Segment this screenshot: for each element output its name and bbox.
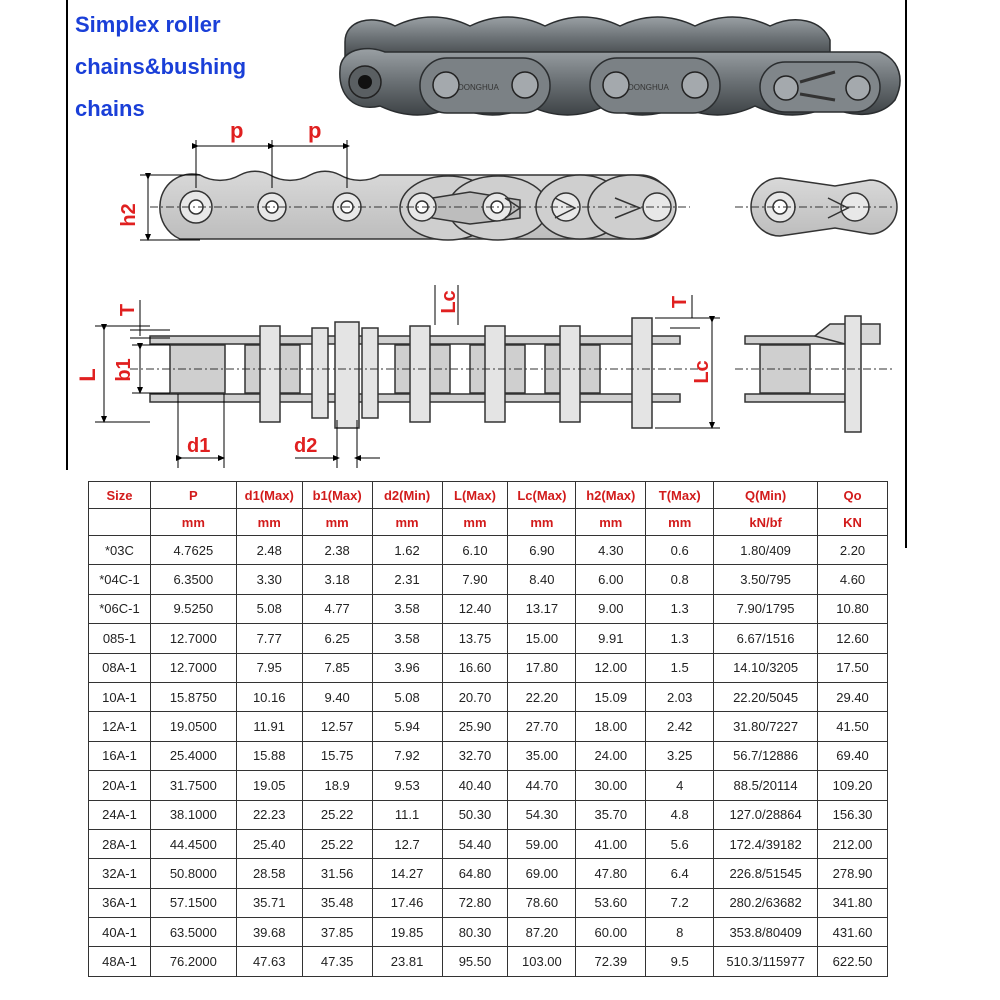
table-cell: 1.3 [646,594,714,623]
table-cell: 156.30 [818,800,888,829]
table-cell: 3.25 [646,741,714,770]
table-cell: 12.7 [372,829,442,858]
table-cell: 510.3/115977 [714,947,818,976]
dim-label-p1: p [230,118,244,143]
spec-table-body [89,482,888,977]
table-cell: 22.23 [236,800,302,829]
table-cell: 87.20 [508,918,576,947]
chain-top-view [130,318,700,428]
table-cell: 10A-1 [89,682,151,711]
table-cell: d2(Min) [372,482,442,509]
table-cell: 56.7/12886 [714,741,818,770]
table-cell: 11.91 [236,712,302,741]
table-cell: 7.77 [236,624,302,653]
table-cell: 50.30 [442,800,508,829]
table-cell: 103.00 [508,947,576,976]
table-cell: 7.2 [646,888,714,917]
table-cell: 64.80 [442,859,508,888]
table-cell: mm [442,509,508,536]
title-line-3: chains [75,96,145,121]
table-row [89,947,888,976]
table-cell: 4.30 [576,536,646,565]
title-line-2: chains&bushing [75,54,247,79]
table-cell: 53.60 [576,888,646,917]
table-cell: kN/bf [714,509,818,536]
table-cell: 28A-1 [89,829,151,858]
dim-label-b1: b1 [113,358,135,382]
table-row [89,536,888,565]
table-cell: 41.00 [576,829,646,858]
table-row [89,653,888,682]
table-cell: 18.9 [302,771,372,800]
table-header-row [89,482,888,509]
table-cell: 15.09 [576,682,646,711]
table-cell: 3.58 [372,594,442,623]
table-cell: 40A-1 [89,918,151,947]
table-cell: 8 [646,918,714,947]
chain-top-end-view [735,316,895,432]
table-row [89,859,888,888]
table-cell: 11.1 [372,800,442,829]
table-cell: 12.00 [576,653,646,682]
table-cell: 25.40 [236,829,302,858]
table-cell: 3.96 [372,653,442,682]
table-cell: 12.40 [442,594,508,623]
table-cell: 16A-1 [89,741,151,770]
table-cell: 31.56 [302,859,372,888]
table-cell: 41.50 [818,712,888,741]
table-cell: *04C-1 [89,565,151,594]
table-cell: 35.48 [302,888,372,917]
table-row [89,741,888,770]
table-cell: P [150,482,236,509]
table-units-row [89,509,888,536]
table-cell: Qo [818,482,888,509]
table-cell: 5.08 [372,682,442,711]
table-cell: 4.7625 [150,536,236,565]
table-cell: 47.80 [576,859,646,888]
table-cell: 7.90/1795 [714,594,818,623]
table-row [89,594,888,623]
table-cell: 1.80/409 [714,536,818,565]
table-cell: 15.88 [236,741,302,770]
table-cell: 7.92 [372,741,442,770]
table-cell: 54.30 [508,800,576,829]
table-cell: 6.00 [576,565,646,594]
table-cell: 9.53 [372,771,442,800]
table-cell: 12.7000 [150,653,236,682]
table-cell: 35.71 [236,888,302,917]
table-cell: 6.4 [646,859,714,888]
table-cell: 10.80 [818,594,888,623]
table-row [89,771,888,800]
table-cell: 12.57 [302,712,372,741]
dim-label-t-left: T [117,303,139,317]
table-cell: 15.75 [302,741,372,770]
table-cell: 9.5250 [150,594,236,623]
table-cell: 44.4500 [150,829,236,858]
table-cell: 24A-1 [89,800,151,829]
table-cell: T(Max) [646,482,714,509]
table-cell: 7.95 [236,653,302,682]
table-cell: 35.00 [508,741,576,770]
table-cell: 16.60 [442,653,508,682]
table-cell: 22.20 [508,682,576,711]
table-cell: 109.20 [818,771,888,800]
table-cell: 22.20/5045 [714,682,818,711]
table-cell: 31.80/7227 [714,712,818,741]
table-cell: 7.85 [302,653,372,682]
table-cell [89,509,151,536]
title-line-1: Simplex roller [75,12,221,37]
table-cell: 14.10/3205 [714,653,818,682]
table-cell: 4 [646,771,714,800]
table-cell: 59.00 [508,829,576,858]
chain-photo [340,17,900,115]
table-cell: 19.0500 [150,712,236,741]
table-cell: Size [89,482,151,509]
table-cell: *03C [89,536,151,565]
table-cell: 47.63 [236,947,302,976]
table-cell: 280.2/63682 [714,888,818,917]
table-cell: 78.60 [508,888,576,917]
table-row [89,800,888,829]
table-cell: 7.90 [442,565,508,594]
table-cell: 085-1 [89,624,151,653]
table-cell: 28.58 [236,859,302,888]
table-cell: 60.00 [576,918,646,947]
table-cell: 72.80 [442,888,508,917]
table-cell: 17.80 [508,653,576,682]
table-cell: 5.94 [372,712,442,741]
table-cell: 15.00 [508,624,576,653]
table-cell: 57.1500 [150,888,236,917]
photo-marking-1: DONGHUA [458,83,499,92]
dim-label-d2: d2 [294,435,318,457]
table-cell: 31.7500 [150,771,236,800]
table-cell: 172.4/39182 [714,829,818,858]
table-cell: 35.70 [576,800,646,829]
table-cell: 50.8000 [150,859,236,888]
table-cell: 48A-1 [89,947,151,976]
table-cell: KN [818,509,888,536]
table-cell: 431.60 [818,918,888,947]
table-cell: 25.22 [302,800,372,829]
table-cell: 212.00 [818,829,888,858]
table-cell: 36A-1 [89,888,151,917]
table-cell: 0.6 [646,536,714,565]
table-cell: 353.8/80409 [714,918,818,947]
table-cell: 1.5 [646,653,714,682]
table-cell: 95.50 [442,947,508,976]
table-cell: 6.90 [508,536,576,565]
table-cell: 8.40 [508,565,576,594]
dim-label-lc-right: Lc [691,360,713,384]
table-cell: 38.1000 [150,800,236,829]
table-cell: 20.70 [442,682,508,711]
table-row [89,888,888,917]
table-row [89,829,888,858]
table-cell: 37.85 [302,918,372,947]
dim-label-p2: p [308,118,322,143]
table-cell: 25.4000 [150,741,236,770]
table-cell: Q(Min) [714,482,818,509]
table-cell: 13.75 [442,624,508,653]
dim-label-t-right: T [669,295,691,309]
table-cell: 622.50 [818,947,888,976]
table-cell: 27.70 [508,712,576,741]
table-cell: 47.35 [302,947,372,976]
chain-end-view [735,178,897,236]
table-cell: h2(Max) [576,482,646,509]
table-cell: 6.3500 [150,565,236,594]
dim-label-h2: h2 [118,203,140,227]
table-cell: b1(Max) [302,482,372,509]
table-cell: 9.00 [576,594,646,623]
table-row [89,712,888,741]
table-cell: 12A-1 [89,712,151,741]
table-cell: mm [646,509,714,536]
table-cell: 23.81 [372,947,442,976]
table-cell: 40.40 [442,771,508,800]
table-cell: mm [150,509,236,536]
table-cell: mm [302,509,372,536]
table-cell: 18.00 [576,712,646,741]
table-cell: 2.03 [646,682,714,711]
table-cell: 226.8/51545 [714,859,818,888]
table-cell: 17.50 [818,653,888,682]
table-cell: 6.25 [302,624,372,653]
table-cell: 08A-1 [89,653,151,682]
table-cell: 2.38 [302,536,372,565]
table-cell: 4.60 [818,565,888,594]
photo-marking-2: DONGHUA [628,83,669,92]
table-cell: 88.5/20114 [714,771,818,800]
table-cell: 2.48 [236,536,302,565]
dim-label-l: L [75,368,100,382]
table-cell: 9.40 [302,682,372,711]
table-cell: 2.31 [372,565,442,594]
dim-label-d1: d1 [187,435,211,457]
table-row [89,682,888,711]
table-cell: 20A-1 [89,771,151,800]
table-cell: 63.5000 [150,918,236,947]
table-cell: 12.7000 [150,624,236,653]
table-cell: *06C-1 [89,594,151,623]
table-cell: 13.17 [508,594,576,623]
table-cell: 39.68 [236,918,302,947]
table-cell: 19.05 [236,771,302,800]
table-cell: 76.2000 [150,947,236,976]
table-cell: 19.85 [372,918,442,947]
table-cell: 15.8750 [150,682,236,711]
table-cell: mm [576,509,646,536]
table-cell: 25.22 [302,829,372,858]
table-cell: 32.70 [442,741,508,770]
table-cell: d1(Max) [236,482,302,509]
table-cell: 6.10 [442,536,508,565]
table-cell: 32A-1 [89,859,151,888]
table-cell: 127.0/28864 [714,800,818,829]
table-cell: mm [508,509,576,536]
table-row [89,624,888,653]
table-cell: mm [236,509,302,536]
table-cell: 3.30 [236,565,302,594]
spec-table [88,481,888,977]
table-cell: 2.20 [818,536,888,565]
chain-side-view [150,171,690,240]
table-cell: L(Max) [442,482,508,509]
table-cell: 72.39 [576,947,646,976]
table-cell: 0.8 [646,565,714,594]
table-cell: 24.00 [576,741,646,770]
table-cell: 69.00 [508,859,576,888]
table-cell: 4.77 [302,594,372,623]
table-cell: Lc(Max) [508,482,576,509]
dim-label-lc-top: Lc [438,290,460,314]
table-cell: 5.08 [236,594,302,623]
table-cell: 1.62 [372,536,442,565]
table-cell: 30.00 [576,771,646,800]
table-cell: 341.80 [818,888,888,917]
table-cell: 3.50/795 [714,565,818,594]
table-cell: 17.46 [372,888,442,917]
table-row [89,918,888,947]
table-cell: mm [372,509,442,536]
table-cell: 5.6 [646,829,714,858]
table-cell: 80.30 [442,918,508,947]
chain-drawing [0,0,1000,480]
table-cell: 10.16 [236,682,302,711]
table-cell: 278.90 [818,859,888,888]
table-cell: 3.18 [302,565,372,594]
table-cell: 6.67/1516 [714,624,818,653]
table-cell: 25.90 [442,712,508,741]
table-cell: 4.8 [646,800,714,829]
table-cell: 69.40 [818,741,888,770]
table-cell: 12.60 [818,624,888,653]
table-cell: 54.40 [442,829,508,858]
table-cell: 3.58 [372,624,442,653]
table-row [89,565,888,594]
table-cell: 44.70 [508,771,576,800]
table-cell: 2.42 [646,712,714,741]
table-cell: 1.3 [646,624,714,653]
table-cell: 9.91 [576,624,646,653]
table-cell: 9.5 [646,947,714,976]
table-cell: 29.40 [818,682,888,711]
table-cell: 14.27 [372,859,442,888]
